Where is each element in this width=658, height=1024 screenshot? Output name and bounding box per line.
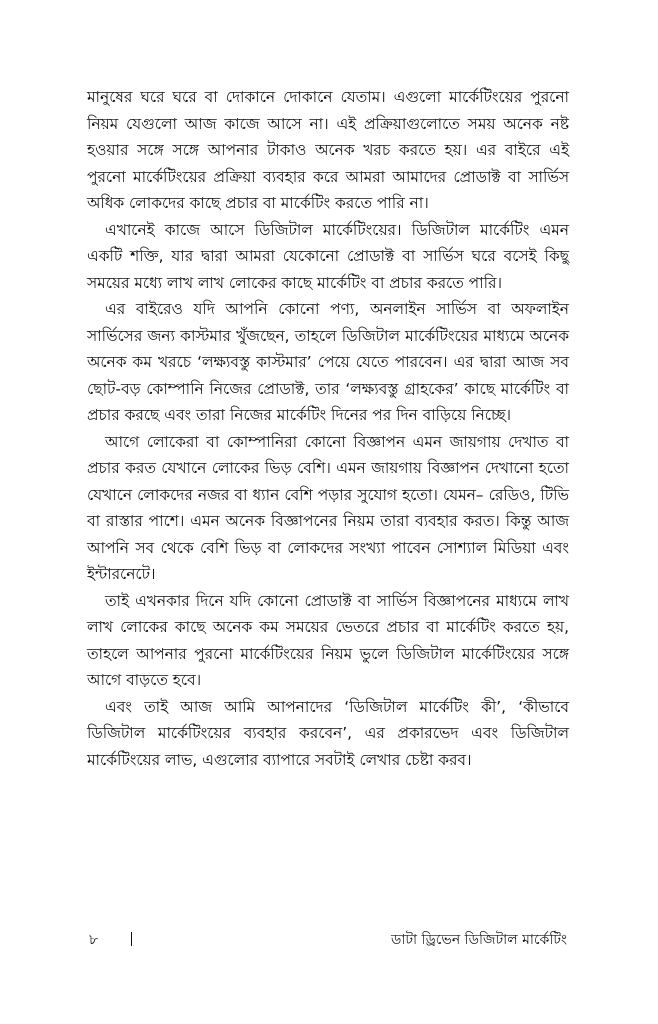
paragraph-move-forward: তাই এখনকার দিনে যদি কোনো প্রোডাক্ট বা সার্ভিস বিজ্ঞাপনের মাধ্যমে লাখ লাখ লোকের কাছে অনেক কম সময়ের ভেতরে প্রচার বা মার্কেটিং করতে হয়, তাহলে আপনার পুরনো মার্কেটিংয়ের নিয়ম ভুলে ডিজিটাল মার্কেটিংয়ের সঙ্গে আগে বাড়তে হবে। <box>87 591 569 689</box>
page-body <box>87 84 569 773</box>
page-number: ৮ <box>89 932 99 948</box>
paragraph-advertising-history: আগে লোকেরা বা কোম্পানিরা কোনো বিজ্ঞাপন এমন জায়গায় দেখাত বা প্রচার করত যেখানে লোকের ভিড় বেশি। এমন জায়গায় বিজ্ঞাপন দেখানো হতো যেখানে লোকদের নজর বা ধ্যান বেশি পড়ার সুযোগ হতো। যেমন– রেডিও, টিভি বা রাস্তার পাশে। এমন অনেক বিজ্ঞাপনের নিয়ম তারা ব্যবহার করত। কিন্তু আজ আপনি সব থেকে বেশি ভিড় বা লোকদের সংখ্যা পাবেন সোশ্যাল মিডিয়া এবং ইন্টারনেটে। <box>87 432 569 583</box>
paragraph-continuation: মানুষের ঘরে ঘরে বা দোকানে দোকানে যেতাম। এগুলো মার্কেটিংয়ের পুরনো নিয়ম যেগুলো আজ কাজে আসে না। এই প্রক্রিয়াগুলোতে সময় অনেক নষ্ট হওয়ার সঙ্গে সঙ্গে আপনার টাকাও অনেক খরচ করতে হয়। এর বাইরে এই পুরনো মার্কেটিংয়ের প্রক্রিয়া ব্যবহার করে আমরা আমাদের প্রোডাক্ট বা সার্ভিস অধিক লোকদের কাছে প্রচার বা মার্কেটিং করতে পারি না। <box>87 88 569 212</box>
paragraph-digital-marketing-power: এখানেই কাজে আসে ডিজিটাল মার্কেটিংয়ের। ডিজিটাল মার্কেটিং এমন একটি শক্তি, যার দ্বারা আমরা যেকোনো প্রোডাক্ট বা সার্ভিস ঘরে বসেই কিছু সময়ের মধ্যে লাখ লাখ লোকের কাছে মার্কেটিং বা প্রচার করতে পারি। <box>87 220 569 292</box>
running-title: ডাটা ড্রিভেন ডিজিটাল মার্কেটিং <box>391 932 567 948</box>
paragraph-target-customer: এর বাইরেও যদি আপনি কোনো পণ্য, অনলাইন সার্ভিস বা অফলাইন সার্ভিসের জন্য কাস্টমার খুঁজছেন, তাহলে ডিজিটাল মার্কেটিংয়ের মাধ্যমে অনেক অনেক কম খরচে ‘লক্ষ্যবস্তু কাস্টমার’ পেয়ে যেতে পারবেন। এর দ্বারা আজ সব ছোট-বড় কোম্পানি নিজের প্রোডাক্ট, তার ‘লক্ষ্যবস্তু গ্রাহকের’ কাছে মার্কেটিং বা প্রচার করছে এবং তারা নিজের মার্কেটিং দিনের পর দিন বাড়িয়ে নিচ্ছে। <box>87 300 569 424</box>
page-footer <box>87 928 569 952</box>
paragraph-book-intro: এবং তাই আজ আমি আপনাদের ‘ডিজিটাল মার্কেটিং কী’, ‘কীভাবে ডিজিটাল মার্কেটিংয়ের ব্যবহার করবেন’, এর প্রকারভেদ এবং ডিজিটাল মার্কেটিংয়ের লাভ, এগুলোর ব্যাপারে সবটাই লেখার চেষ্টা করব। <box>87 697 569 769</box>
footer-divider <box>131 932 132 946</box>
